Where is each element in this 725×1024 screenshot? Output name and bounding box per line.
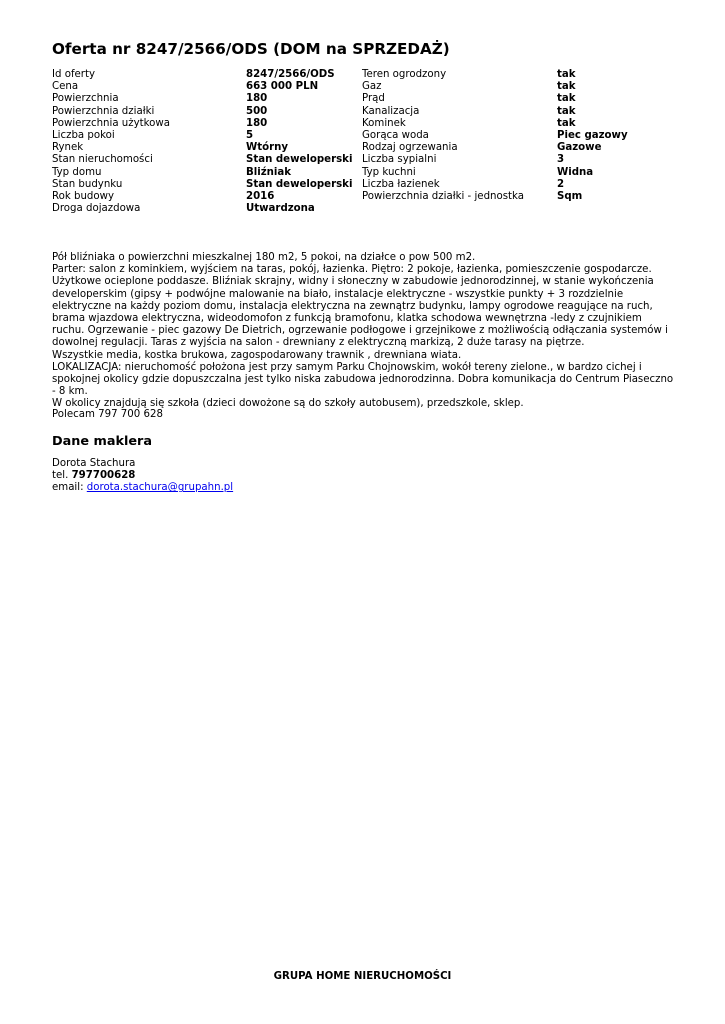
detail-label: Typ domu (52, 166, 102, 178)
detail-label: Rodzaj ogrzewania (362, 142, 458, 154)
detail-label: Cena (52, 81, 79, 93)
detail-value: tak (557, 81, 576, 93)
detail-value: tak (557, 69, 576, 80)
detail-label: Gorąca woda (362, 129, 429, 141)
page-title: Oferta nr 8247/2566/ODS (DOM na SPRZEDAŻ) (52, 40, 450, 58)
agent-details (52, 458, 233, 495)
detail-label: Kominek (362, 117, 406, 129)
offer-description (52, 252, 677, 411)
detail-label: Liczba pokoi (52, 129, 115, 141)
detail-value: Widna (557, 166, 594, 178)
details-row (52, 154, 677, 166)
detail-label: Id oferty (52, 69, 96, 80)
detail-value: Sqm (557, 190, 583, 202)
detail-label: Teren ogrodzony (362, 69, 447, 80)
detail-label: Liczba sypialni (362, 154, 437, 166)
description-paragraph: Wszystkie media, kostka brukowa, zagospodarowany trawnik , drewniana wiata. (52, 349, 462, 361)
detail-value: 500 (246, 105, 268, 117)
detail-value: Wtórny (246, 142, 289, 154)
details-row (52, 203, 677, 215)
detail-value: 5 (246, 129, 254, 141)
detail-value: tak (557, 117, 576, 129)
detail-label: Powierzchnia działki - jednostka (362, 190, 524, 202)
agent-phone-line (52, 470, 233, 482)
detail-value: 8247/2566/ODS (246, 69, 335, 80)
detail-label: Powierzchnia działki (52, 105, 155, 117)
detail-label: Liczba łazienek (362, 178, 440, 190)
detail-label: Typ kuchni (362, 166, 416, 178)
detail-value: Stan deweloperski (246, 154, 353, 166)
detail-value: Bliźniak (246, 166, 292, 178)
detail-label: Rynek (52, 142, 84, 154)
description-paragraph: LOKALIZACJA: nieruchomość położona jest przy samym Parku Chojnowskim, wokół tereny zielone., w bardzo cichej i spokojnej okolicy gdzie dopuszczalna jest tylko niska zabudowa jednorodzinna. Dobra komunikacja do Centrum Piaseczno - 8 km. (52, 361, 674, 398)
details-row (52, 81, 677, 93)
detail-label: Stan budynku (52, 178, 123, 190)
detail-value: 3 (557, 154, 565, 166)
detail-label: Prąd (362, 93, 385, 105)
agent-heading: Dane maklera (52, 434, 152, 449)
agent-name: Dorota Stachura (52, 458, 136, 469)
detail-value: 180 (246, 93, 268, 105)
detail-label: Powierzchnia użytkowa (52, 117, 170, 129)
detail-value: Stan deweloperski (246, 178, 353, 190)
detail-label: Rok budowy (52, 190, 114, 202)
details-row (52, 118, 677, 130)
details-row (52, 179, 677, 191)
detail-label: Droga dojazdowa (52, 203, 141, 215)
description-paragraph: Pół bliźniaka o powierzchni mieszkalnej 180 m2, 5 pokoi, na działce o pow 500 m2. (52, 252, 476, 263)
description-paragraph: Parter: salon z kominkiem, wyjściem na taras, pokój, łazienka. Piętro: 2 pokoje, łazienka, pomieszczenie gospodarcze. Użytkowe ocieplone poddasze. Bliźniak skrajny, widny i słoneczny w zabudowie jednorodzinnej, w stanie wykończenia developerskim (gipsy + podwójne malowanie na biało, instalacje elektryczne - wszystkie punkty + 3 rozdzielnie elektryczne na każdy poziom domu, instalacja elektryczna na zewnątrz budynku, lampy ogrodowe reagujące na ruch, brama wjazdowa elektryczna, wideodomofon z funkcją bramofonu, klatka schodowa wewnętrzna -ledy z czujnikiem ruchu. Ogrzewanie - piec gazowy De Dietrich, ogrzewanie podłogowe i grzejnikowe z możliwością odłączania systemów i dowolnej regulacji. Taras z wyjścia na salon - drewniany z elektryczną markizą, 2 duże tarasy na piętrze. (52, 264, 668, 349)
detail-label: Kanalizacja (362, 105, 420, 117)
details-row (52, 93, 677, 105)
details-table (52, 69, 677, 215)
company-footer: GRUPA HOME NIERUCHOMOŚCI (273, 971, 452, 982)
detail-value: 180 (246, 117, 268, 129)
detail-value: tak (557, 105, 576, 117)
detail-value: 2016 (246, 190, 275, 202)
details-row (52, 167, 677, 179)
detail-value: 663 000 PLN (246, 81, 319, 93)
detail-value: 2 (557, 178, 565, 190)
detail-value: tak (557, 93, 576, 105)
contact-line: Polecam 797 700 628 (52, 409, 163, 420)
details-row (52, 69, 677, 81)
detail-value: Gazowe (557, 142, 602, 154)
description-paragraph: W okolicy znajdują się szkoła (dzieci dowożone są do szkoły autobusem), przedszkole, sklep. (52, 398, 524, 410)
details-row (52, 130, 677, 142)
agent-email-link[interactable]: dorota.stachura@grupahn.pl (86, 482, 234, 494)
detail-label: Gaz (362, 81, 382, 93)
detail-value: Utwardzona (246, 203, 315, 215)
details-row (52, 142, 677, 154)
agent-phone: 797700628 (71, 470, 136, 482)
details-row (52, 191, 677, 203)
detail-value: Piec gazowy (557, 129, 628, 141)
email-label: email: (52, 482, 84, 494)
details-row (52, 106, 677, 118)
agent-email-line (52, 482, 233, 494)
phone-label: tel. (52, 470, 69, 482)
detail-label: Powierzchnia (52, 93, 119, 105)
detail-label: Stan nieruchomości (52, 154, 153, 166)
